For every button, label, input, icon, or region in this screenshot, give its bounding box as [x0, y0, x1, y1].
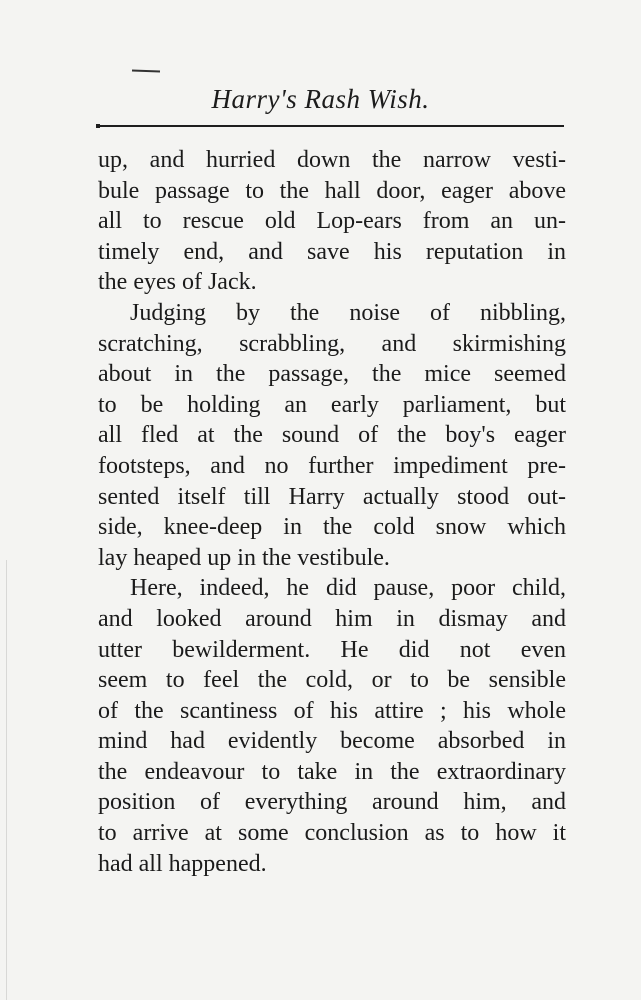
text-line: and looked around him in dismay and [98, 605, 566, 632]
text-line: Here, indeed, he did pause, poor child, [130, 575, 566, 602]
text-line: all to rescue old Lop-ears from an un- [98, 208, 566, 235]
text-line: to arrive at some conclusion as to how it [98, 820, 566, 847]
body-text [98, 145, 566, 879]
text-line: to be holding an early parliament, but [98, 391, 566, 418]
text-line: had all happened. [98, 850, 267, 877]
text-line: position of everything around him, and [98, 789, 566, 816]
page-edge-shadow [6, 560, 7, 1000]
text-line: sented itself till Harry actually stood out- [98, 483, 566, 510]
text-line: bule passage to the hall door, eager above [98, 177, 566, 204]
running-head: Harry's Rash Wish. [211, 84, 430, 114]
printer-mark [132, 70, 160, 73]
head-rule [98, 125, 564, 127]
text-line: seem to feel the cold, or to be sensible [98, 667, 566, 694]
text-line: mind had evidently become absorbed in [98, 728, 566, 755]
text-line: Judging by the noise of nibbling, [130, 299, 566, 326]
text-line: timely end, and save his reputation in [98, 238, 566, 265]
text-line: the endeavour to take in the extraordinary [98, 758, 566, 785]
text-line: utter bewilderment. He did not even [98, 636, 566, 663]
text-line: footsteps, and no further impediment pre- [98, 452, 566, 479]
text-line: the eyes of Jack. [98, 269, 257, 296]
text-line: up, and hurried down the narrow vesti- [98, 147, 566, 173]
text-line: all fled at the sound of the boy's eager [98, 422, 566, 449]
text-line: side, knee-deep in the cold snow which [98, 514, 566, 541]
text-line: about in the passage, the mice seemed [98, 361, 566, 388]
text-line: of the scantiness of his attire ; his whole [98, 697, 566, 724]
text-line: lay heaped up in the vestibule. [98, 544, 390, 571]
text-line: scratching, scrabbling, and skirmishing [98, 330, 566, 357]
